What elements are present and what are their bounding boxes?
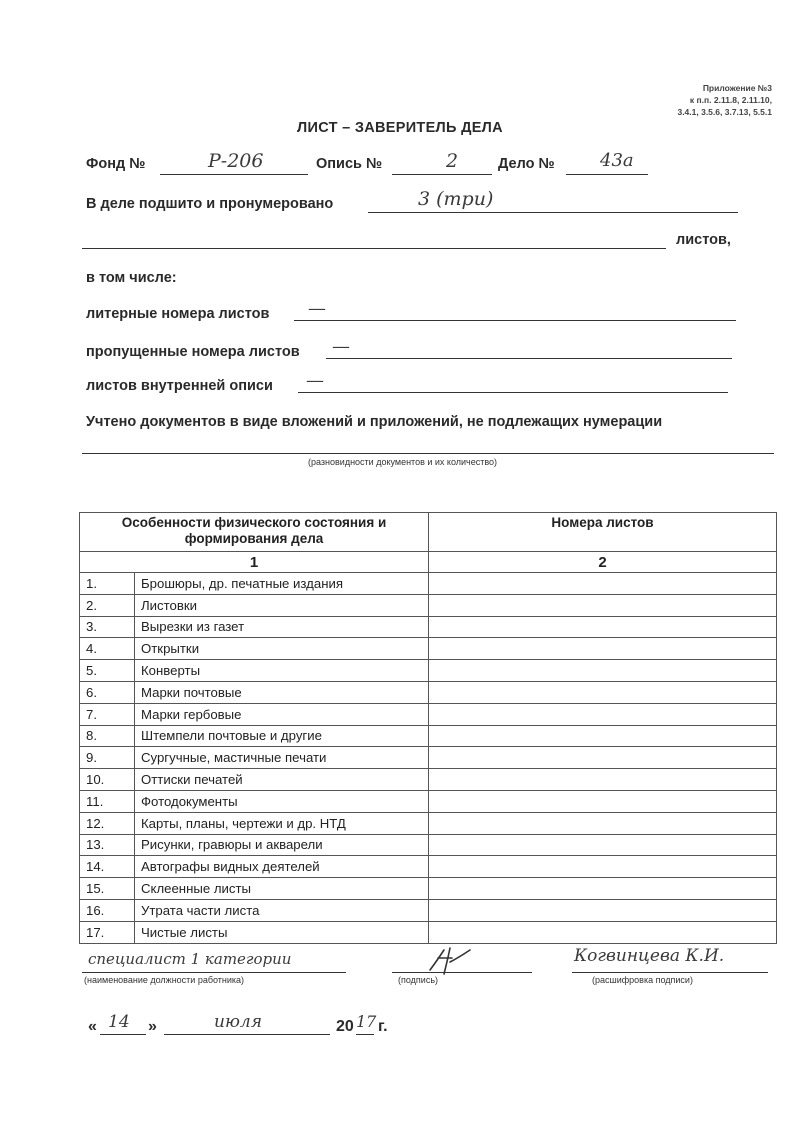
table-row [80,594,777,616]
row-number: 2. [80,594,135,616]
table-row [80,725,777,747]
fond-line [160,174,308,175]
attachments-label: Учтено документов в виде вложений и приложений, не подлежащих нумерации [86,414,663,430]
table-row [80,703,777,725]
date-month-line [164,1034,330,1035]
row-number: 1. [80,573,135,595]
fond-label: Фонд № [86,156,146,172]
position-value[interactable]: специалист 1 категории [88,950,292,968]
row-number: 14. [80,856,135,878]
row-number: 6. [80,681,135,703]
count-line [368,212,738,213]
row-number: 13. [80,834,135,856]
handwritten-signature[interactable] [424,944,474,976]
inner-inventory-line [298,392,728,393]
table-row [80,747,777,769]
date-year-prefix: 20 [336,1018,354,1035]
decoding-line [572,972,768,973]
decoding-value[interactable]: Когвинцева К.И. [574,946,725,966]
date-month[interactable]: июля [214,1012,262,1032]
position-line [82,972,346,973]
decoding-caption: (расшифровка подписи) [592,975,693,985]
date-year-suffix[interactable]: 17 [356,1012,377,1031]
opis-value[interactable]: 2 [446,150,459,172]
row-feature-name: Карты, планы, чертежи и др. НТД [135,812,429,834]
attachments-caption: (разновидности документов и их количество) [308,457,498,467]
table-row [80,573,777,595]
row-number: 16. [80,899,135,921]
row-page-numbers[interactable] [429,747,777,769]
row-number: 9. [80,747,135,769]
delo-line [566,174,648,175]
row-page-numbers[interactable] [429,899,777,921]
row-page-numbers[interactable] [429,790,777,812]
row-feature-name: Брошюры, др. печатные издания [135,573,429,595]
row-page-numbers[interactable] [429,856,777,878]
row-feature-name: Конверты [135,660,429,682]
row-page-numbers[interactable] [429,638,777,660]
row-feature-name: Марки почтовые [135,681,429,703]
row-page-numbers[interactable] [429,703,777,725]
column-1-header: Особенности физического состояния и формирования дела [80,513,429,552]
table-row [80,834,777,856]
row-feature-name: Рисунки, гравюры и акварели [135,834,429,856]
inner-inventory-value[interactable]: — [306,370,324,391]
row-page-numbers[interactable] [429,573,777,595]
row-feature-name: Утрата части листа [135,899,429,921]
count-label: В деле подшито и пронумеровано [86,196,334,212]
table-row [80,856,777,878]
inner-inventory-label: листов внутренней описи [86,378,273,394]
table-header-row [80,513,777,552]
row-number: 11. [80,790,135,812]
count-continuation-line [82,248,666,249]
opis-line [392,174,492,175]
row-page-numbers[interactable] [429,660,777,682]
row-feature-name: Открытки [135,638,429,660]
row-feature-name: Автографы видных деятелей [135,856,429,878]
physical-condition-table [79,512,777,944]
row-feature-name: Штемпели почтовые и другие [135,725,429,747]
letter-numbers-label: литерные номера листов [86,306,270,322]
appendix-line-2: к п.п. 2.11.8, 2.11.10, [689,95,772,105]
row-feature-name: Чистые листы [135,921,429,943]
row-feature-name: Склеенные листы [135,878,429,900]
date-year-line [356,1034,374,1035]
row-feature-name: Сургучные, мастичные печати [135,747,429,769]
row-page-numbers[interactable] [429,769,777,791]
row-page-numbers[interactable] [429,616,777,638]
row-feature-name: Оттиски печатей [135,769,429,791]
row-page-numbers[interactable] [429,921,777,943]
table-row [80,638,777,660]
row-page-numbers[interactable] [429,725,777,747]
table-row [80,660,777,682]
attachments-line[interactable] [82,453,774,454]
row-number: 8. [80,725,135,747]
table-row [80,899,777,921]
signature-caption: (подпись) [398,975,439,985]
opis-label: Опись № [316,156,383,172]
date-day-line [100,1034,146,1035]
row-feature-name: Фотодокументы [135,790,429,812]
row-page-numbers[interactable] [429,681,777,703]
date-day[interactable]: 14 [108,1012,130,1032]
row-number: 12. [80,812,135,834]
letter-numbers-value[interactable]: — [308,298,326,319]
appendix-line-3: 3.4.1, 3.5.6, 3.7.13, 5.5.1 [677,107,772,117]
delo-label: Дело № [498,156,555,172]
date-close-quote: » [148,1018,157,1035]
position-caption: (наименование должности работника) [84,975,245,985]
row-number: 15. [80,878,135,900]
row-number: 5. [80,660,135,682]
appendix-line-1: Приложение №3 [702,83,772,93]
row-feature-name: Листовки [135,594,429,616]
column-1-number: 1 [80,552,429,573]
missing-numbers-line [326,358,732,359]
count-suffix: листов, [676,232,731,248]
table-row [80,616,777,638]
column-2-number: 2 [429,552,777,573]
table-row [80,921,777,943]
table-row [80,769,777,791]
delo-value[interactable]: 43а [600,150,634,171]
missing-numbers-value[interactable]: — [332,336,350,357]
table-row [80,812,777,834]
row-number: 10. [80,769,135,791]
letter-numbers-line [294,320,736,321]
page-title: ЛИСТ – ЗАВЕРИТЕЛЬ ДЕЛА [297,120,503,136]
row-number: 4. [80,638,135,660]
row-page-numbers[interactable] [429,834,777,856]
row-number: 7. [80,703,135,725]
row-number: 3. [80,616,135,638]
table-row [80,681,777,703]
row-number: 17. [80,921,135,943]
row-page-numbers[interactable] [429,812,777,834]
date-open-quote: « [88,1018,97,1035]
column-number-row [80,552,777,573]
missing-numbers-label: пропущенные номера листов [86,344,300,360]
appendix-reference [677,82,772,118]
including-label: в том числе: [86,270,177,286]
row-feature-name: Вырезки из газет [135,616,429,638]
row-page-numbers[interactable] [429,594,777,616]
table-row [80,790,777,812]
row-page-numbers[interactable] [429,878,777,900]
table-row [80,878,777,900]
date-year-mark: г. [378,1018,388,1035]
count-value[interactable]: 3 (три) [418,188,494,210]
fond-value[interactable]: Р-206 [208,150,264,172]
column-2-header: Номера листов [429,513,777,552]
row-feature-name: Марки гербовые [135,703,429,725]
